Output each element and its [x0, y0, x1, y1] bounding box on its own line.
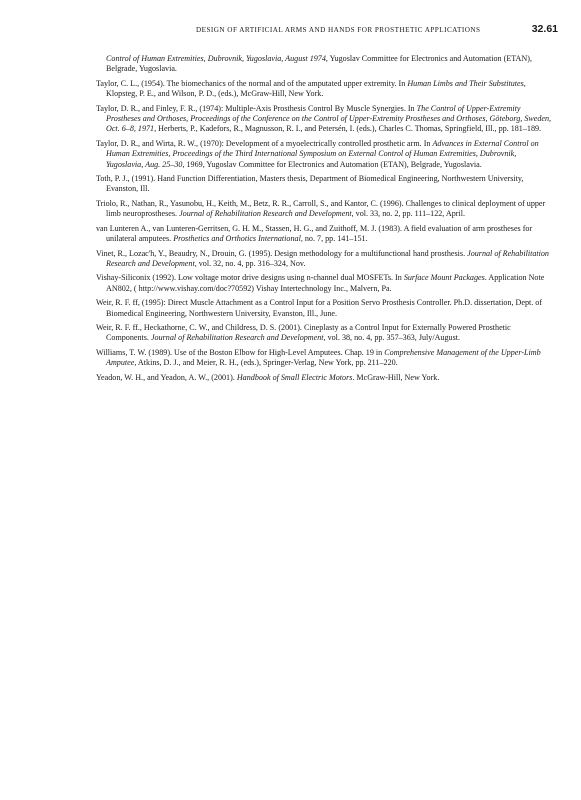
- reference-entry: [96, 373, 552, 383]
- reference-text: Taylor, D. R., and Wirta, R. W., (1970): Development of a myoelectrically controlled prosthetic arm. In: [96, 138, 433, 148]
- reference-text: Taylor, D. R., and Finley, F. R., (1974): Multiple-Axis Prosthesis Control By Muscle Synergies. In: [96, 103, 417, 113]
- reference-entry: [96, 174, 552, 195]
- page-number: 32.61: [531, 23, 558, 35]
- reference-entry: [96, 139, 552, 170]
- reference-text: Vishay-Siliconix (1992). Low voltage motor drive designs using n-channel dual MOSFETs. In: [96, 273, 404, 283]
- reference-text: , Yugoslav Committee for Electronics and Automation (ETAN), Belgrade, Yugoslavia.: [106, 54, 532, 74]
- reference-italic-text: Advances in External Control on Human Extremities, Proceedings of the Third International Symposium on External Control of Human Extremities, Dubrovnik, Yugoslavia, Aug. 25–30: [106, 138, 539, 169]
- reference-text: , vol. 38, no. 4, pp. 357–363, July/August.: [323, 333, 461, 343]
- reference-text: . Application Note AN802, ( http://www.vishay.com/doc?70592) Vishay Intertechnology Inc., Malvern, Pa.: [106, 273, 545, 293]
- reference-text: , 1969, Yugoslav Committee for Electronics and Automation (ETAN), Belgrade, Yugoslavia.: [182, 159, 482, 169]
- reference-italic-text: Prosthetics and Orthotics International: [173, 234, 301, 244]
- reference-entry: [96, 298, 552, 319]
- reference-entry: [96, 79, 552, 100]
- reference-text: , Klopsteg, P. E., and Wilson, P. D., (eds.), McGraw-Hill, New York.: [106, 78, 526, 99]
- reference-text: , no. 7, pp. 141–151.: [300, 234, 368, 244]
- reference-italic-text: Comprehensive Management of the Upper-Limb Amputee: [106, 347, 541, 368]
- reference-italic-text: The Control of Upper-Extremity Prostheses and Orthoses, Proceedings of the Conference on the Control of Upper-Extremity Prostheses and Orthoses, Göteborg, Sweden, Oct. 6–8, 1971: [106, 103, 552, 134]
- reference-text: , Herberts, P., Kadefors, R., Magnusson, R. I., and Petersén, I. (eds.), Charles C. Thomas, Springfield, Ill., pp. 181–189.: [154, 124, 542, 134]
- reference-text: van Lunteren A., van Lunteren-Gerritsen, G. H. M., Stassen, H. G., and Zuithoff, M. J. (1983). A field evaluation of arm prostheses for unilateral amputees.: [96, 223, 533, 244]
- reference-entry: [96, 273, 552, 294]
- reference-text: Triolo, R., Nathan, R., Yasunobu, H., Keith, M., Betz, R. R., Carroll, S., and Kantor, C. (1996). Challenges to clinical deployment of upper limb neuroprostheses.: [96, 198, 546, 219]
- reference-entry: [96, 54, 552, 75]
- reference-text: , vol. 32, no. 4, pp. 316–324, Nov.: [194, 258, 306, 268]
- reference-text: . McGraw-Hill, New York.: [352, 372, 440, 382]
- reference-text: Weir, R. F. ff, (1995): Direct Muscle Attachment as a Control Input for a Position Servo Prosthesis Controller. Ph.D. dissertation, Dept. of Biomedical Engineering, Northwestern University, Evanston, Ill., June.: [96, 298, 543, 318]
- reference-italic-text: Surface Mount Packages: [403, 273, 485, 283]
- running-header-title: DESIGN OF ARTIFICIAL ARMS AND HANDS FOR PROSTHETIC APPLICATIONS: [196, 26, 481, 34]
- reference-italic-text: Human Limbs and Their Substitutes: [407, 78, 524, 88]
- reference-entry: [96, 249, 552, 270]
- reference-italic-text: Journal of Rehabilitation Research and Development: [106, 248, 549, 268]
- reference-italic-text: Handbook of Small Electric Motors: [236, 372, 353, 382]
- reference-entry: [96, 224, 552, 245]
- reference-text: Weir, R. F. ff., Heckathorne, C. W., and Childress, D. S. (2001). Cineplasty as a Control Input for Externally Powered Prosthetic Components.: [96, 322, 511, 343]
- reference-text: Williams, T. W. (1989). Use of the Boston Elbow for High-Level Amputees. Chap. 19 in: [96, 347, 385, 357]
- reference-entry: [96, 104, 552, 135]
- reference-text: Taylor, C. L., (1954). The biomechanics of the normal and of the amputated upper extremity. In: [96, 78, 408, 88]
- reference-list: [96, 54, 552, 387]
- reference-text: Vinet, R., Lozac'h, Y., Beaudry, N., Drouin, G. (1995). Design methodology for a multifunctional hand prosthesis.: [96, 248, 468, 258]
- running-header: [96, 22, 558, 38]
- reference-text: Toth, P. J., (1991). Hand Function Differentiation, Masters thesis, Department of Biomedical Engineering, Northwestern University, Evanston, Ill.: [96, 174, 524, 194]
- reference-italic-text: Control of Human Extremities, Dubrovnik, Yugoslavia, August 1974: [106, 54, 326, 63]
- reference-text: Yeadon, W. H., and Yeadon, A. W., (2001).: [96, 372, 237, 382]
- reference-text: , Atkins, D. J., and Meier, R. H., (eds.), Springer-Verlag, New York, pp. 211–220.: [134, 358, 398, 368]
- reference-entry: [96, 199, 552, 220]
- reference-text: , vol. 33, no. 2, pp. 111–122, April.: [351, 209, 466, 219]
- reference-entry: [96, 348, 552, 369]
- reference-italic-text: Journal of Rehabilitation Research and Development: [150, 333, 324, 343]
- reference-italic-text: Journal of Rehabilitation Research and Development: [179, 209, 352, 219]
- reference-entry: [96, 323, 552, 344]
